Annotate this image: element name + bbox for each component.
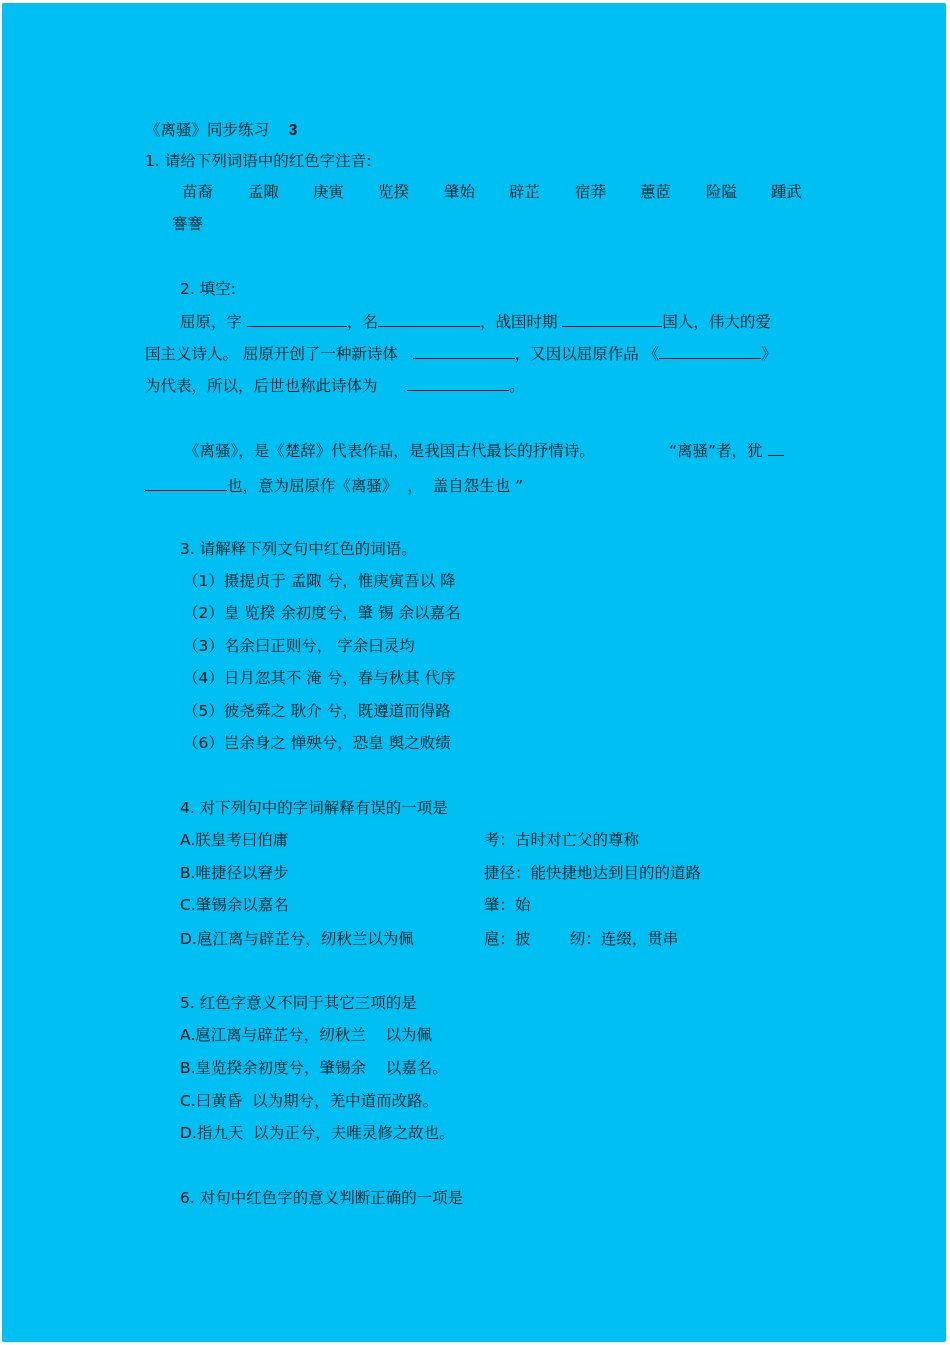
q1-word: 庚寅: [313, 183, 345, 201]
q4-option-right: 考：古时对亡父的尊称: [484, 831, 640, 849]
q2-text: 》: [761, 345, 777, 363]
q4-option-left: D.扈江离与辟芷兮，纫秋兰以为佩: [180, 930, 414, 948]
q2-text: 为代表，所以，后世也称此诗体为: [145, 377, 378, 395]
blank-state[interactable]: [562, 312, 662, 327]
q4-option-left: C.肇锡余以嘉名: [180, 896, 289, 914]
q3-item: （1）摄提贞于 孟陬 兮，惟庚寅吾以 降: [183, 572, 456, 590]
q2-text: “离骚”者，犹: [669, 442, 763, 460]
q2-line1: [180, 312, 771, 332]
q6-heading: 6. 对句中红色字的意义判断正确的一项是: [180, 1189, 464, 1207]
blank-meaning-start[interactable]: [768, 441, 784, 456]
q1-word: 謇謇: [172, 215, 204, 233]
q1-word: 蕙茝: [640, 183, 672, 201]
blank-given-name[interactable]: [378, 312, 480, 327]
q1-word: 踵武: [771, 183, 803, 201]
q5-option: D.指九天 以为正兮，夫唯灵修之故也。: [180, 1124, 455, 1142]
q5-option: B.皇览揆余初度兮，肇锡余 以嘉名。: [180, 1059, 448, 1077]
q5-option: C.曰黄昏 以为期兮，羌中道而改路。: [180, 1092, 439, 1110]
q3-item: （4）日月忽其不 淹 兮，春与秋其 代序: [183, 669, 456, 687]
q1-word: 辟芷: [509, 183, 541, 201]
document-page: [2, 3, 946, 1342]
q3-item: （6）岂余身之 惮殃兮，恐皇 舆之败绩: [183, 734, 451, 752]
q2-line3: [145, 376, 525, 396]
q2-line2: [145, 344, 777, 364]
blank-work-title[interactable]: [659, 344, 761, 359]
q2-text: 也，意为屈原作《离骚》: [227, 477, 398, 495]
q2-para2-line2: [145, 476, 523, 496]
q3-item: （5）彼尧舜之 耿介 兮，既遵道而得路: [183, 702, 451, 720]
document-title: [145, 120, 297, 141]
q3-item: （2）皇 览揆 余初度兮，肇 锡 余以嘉名: [183, 604, 461, 622]
q1-word: 览揆: [378, 183, 410, 201]
blank-poetry-form[interactable]: [413, 344, 515, 359]
q2-text: 国主义诗人。 屈原开创了一种新诗体: [145, 345, 398, 363]
q5-option: A.扈江离与辟芷兮，纫秋兰 以为佩: [180, 1026, 432, 1044]
title-text: 《离骚》同步练习: [145, 121, 270, 139]
q2-text: ，: [407, 477, 423, 495]
blank-courtesy-name[interactable]: [247, 312, 347, 327]
q1-word: 肇始: [444, 183, 476, 201]
q2-text: 国人，伟大的爱: [662, 313, 771, 331]
q4-option-right: 捷径：能快捷地达到目的的道路: [484, 864, 702, 882]
q4-option-left: A.朕皇考曰伯庸: [180, 831, 289, 849]
q2-text: 屈原，字: [180, 313, 243, 331]
q1-word: 宿莽: [575, 183, 607, 201]
q3-item: （3）名余曰正则兮， 字余曰灵均: [183, 637, 415, 655]
q2-para2-line1b: [669, 441, 784, 461]
title-number: 3: [288, 122, 298, 139]
q2-text: ，名: [346, 313, 378, 331]
q1-word: 苗裔: [182, 183, 214, 201]
q1-word: 孟陬: [248, 183, 280, 201]
q2-text: ，战国时期: [479, 313, 558, 331]
q2-text: ，又因以屈原作品 《: [514, 345, 660, 363]
q5-heading: 5. 红色字意义不同于其它三项的是: [180, 994, 417, 1012]
q1-word: 险隘: [706, 183, 738, 201]
q2-para2-line1: [184, 441, 595, 461]
q1-prompt: 1. 请给下列词语中的红色字注音:: [145, 152, 372, 170]
q4-heading: 4. 对下列句中的字词解释有误的一项是: [180, 799, 448, 817]
q2-heading: 2. 填空:: [180, 280, 236, 298]
blank-style-name[interactable]: [407, 376, 509, 391]
q2-text: 盖自怨生也 ”: [432, 477, 524, 495]
q4-option-right: 扈：披 纫：连缀，贯串: [484, 930, 679, 948]
blank-meaning[interactable]: [145, 476, 227, 491]
q4-option-right: 肇：始: [484, 896, 531, 914]
q2-text: 《离骚》，是《楚辞》代表作品，是我国古代最长的抒情诗。: [184, 442, 595, 460]
q2-text: 。: [509, 377, 525, 395]
q3-heading: 3. 请解释下列文句中红色的词语。: [180, 540, 417, 558]
q4-option-left: B.唯捷径以窘步: [180, 864, 289, 882]
